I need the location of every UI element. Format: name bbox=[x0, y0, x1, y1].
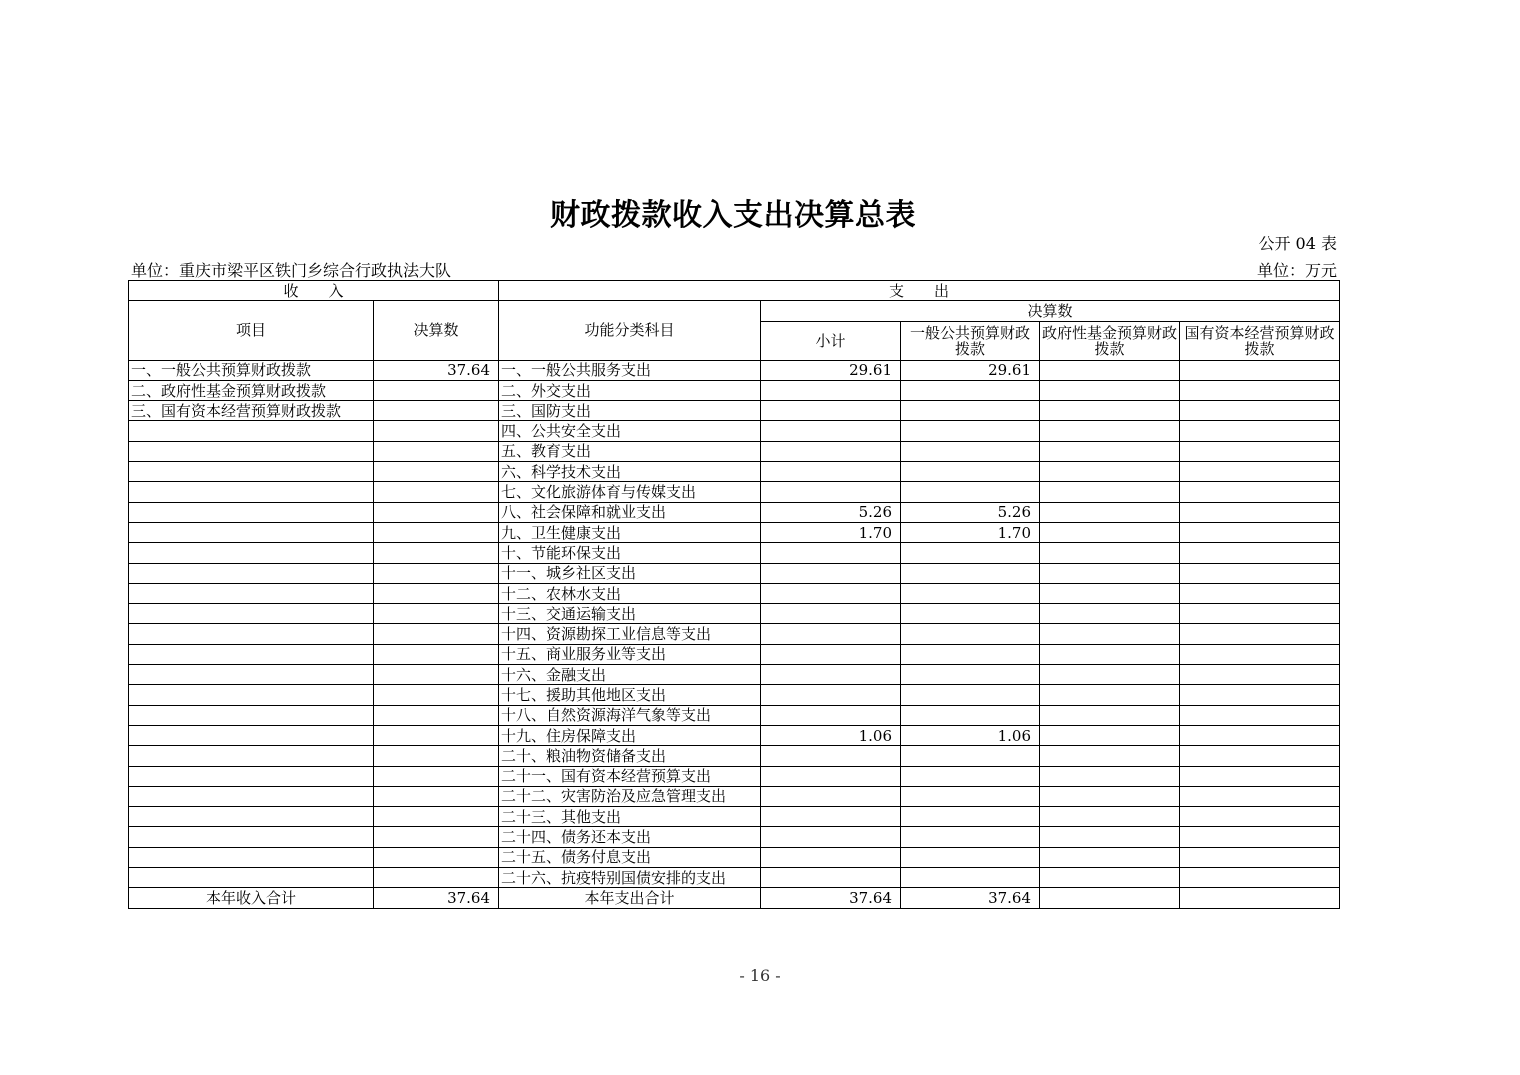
expense-item-cell: 二十五、债务付息支出 bbox=[499, 847, 761, 867]
subtotal-cell bbox=[761, 421, 901, 441]
income-item-cell bbox=[129, 441, 374, 461]
gov-fund-cell bbox=[1040, 380, 1180, 400]
subtotal-cell bbox=[761, 380, 901, 400]
income-item-cell bbox=[129, 644, 374, 664]
general-budget-cell: 1.06 bbox=[901, 725, 1040, 745]
general-budget-cell: 5.26 bbox=[901, 502, 1040, 522]
gov-fund-cell bbox=[1040, 441, 1180, 461]
income-item-cell bbox=[129, 868, 374, 888]
general-budget-cell bbox=[901, 766, 1040, 786]
table-row bbox=[129, 522, 1340, 542]
state-capital-cell bbox=[1180, 563, 1340, 583]
expense-item-cell: 二十一、国有资本经营预算支出 bbox=[499, 766, 761, 786]
state-capital-cell bbox=[1180, 644, 1340, 664]
table-row bbox=[129, 604, 1340, 624]
subtotal-cell: 5.26 bbox=[761, 502, 901, 522]
income-amount-cell bbox=[374, 786, 499, 806]
general-budget-cell bbox=[901, 685, 1040, 705]
income-amount-cell bbox=[374, 380, 499, 400]
expense-item-cell: 十三、交通运输支出 bbox=[499, 604, 761, 624]
income-item-cell bbox=[129, 705, 374, 725]
general-budget-cell: 29.61 bbox=[901, 360, 1040, 380]
table-row bbox=[129, 766, 1340, 786]
expense-item-cell: 三、国防支出 bbox=[499, 401, 761, 421]
total-income-label: 本年收入合计 bbox=[129, 888, 374, 908]
expense-item-cell: 八、社会保障和就业支出 bbox=[499, 502, 761, 522]
gov-fund-cell bbox=[1040, 421, 1180, 441]
gov-fund-cell bbox=[1040, 685, 1180, 705]
table-row bbox=[129, 441, 1340, 461]
subtotal-cell bbox=[761, 543, 901, 563]
general-budget-cell bbox=[901, 604, 1040, 624]
subtotal-cell bbox=[761, 705, 901, 725]
income-amount-cell bbox=[374, 604, 499, 624]
table-row bbox=[129, 482, 1340, 502]
general-budget-cell bbox=[901, 665, 1040, 685]
gov-fund-header: 政府性基金预算财政拨款 bbox=[1040, 321, 1180, 360]
income-item-cell bbox=[129, 766, 374, 786]
income-amount-cell bbox=[374, 522, 499, 542]
table-row bbox=[129, 827, 1340, 847]
general-budget-cell bbox=[901, 441, 1040, 461]
table-row bbox=[129, 786, 1340, 806]
table-row bbox=[129, 685, 1340, 705]
budget-table bbox=[128, 280, 1340, 909]
subtotal-cell bbox=[761, 868, 901, 888]
income-amount-cell bbox=[374, 644, 499, 664]
gov-fund-cell bbox=[1040, 746, 1180, 766]
subtotal-cell bbox=[761, 827, 901, 847]
general-budget-cell bbox=[901, 380, 1040, 400]
subtotal-cell bbox=[761, 401, 901, 421]
expense-item-cell: 二十三、其他支出 bbox=[499, 807, 761, 827]
income-amount-cell bbox=[374, 624, 499, 644]
expense-item-cell: 十九、住房保障支出 bbox=[499, 725, 761, 745]
table-row bbox=[129, 847, 1340, 867]
subtotal-cell: 1.06 bbox=[761, 725, 901, 745]
general-budget-cell bbox=[901, 421, 1040, 441]
general-budget-cell bbox=[901, 746, 1040, 766]
income-amount-cell bbox=[374, 807, 499, 827]
state-capital-cell bbox=[1180, 401, 1340, 421]
income-item-cell bbox=[129, 543, 374, 563]
income-item-cell: 一、一般公共预算财政拨款 bbox=[129, 360, 374, 380]
table-row bbox=[129, 705, 1340, 725]
state-capital-cell bbox=[1180, 705, 1340, 725]
general-budget-cell bbox=[901, 583, 1040, 603]
state-capital-cell bbox=[1180, 847, 1340, 867]
state-capital-cell bbox=[1180, 807, 1340, 827]
subtotal-cell bbox=[761, 685, 901, 705]
general-budget-cell bbox=[901, 462, 1040, 482]
income-item-cell bbox=[129, 665, 374, 685]
table-row bbox=[129, 807, 1340, 827]
subtotal-cell bbox=[761, 563, 901, 583]
gov-fund-cell bbox=[1040, 401, 1180, 421]
income-item-cell: 三、国有资本经营预算财政拨款 bbox=[129, 401, 374, 421]
income-amount-cell bbox=[374, 766, 499, 786]
general-budget-cell bbox=[901, 827, 1040, 847]
state-capital-cell bbox=[1180, 522, 1340, 542]
expense-item-cell: 十、节能环保支出 bbox=[499, 543, 761, 563]
amount-header: 决算数 bbox=[374, 301, 499, 360]
subtotal-cell bbox=[761, 583, 901, 603]
general-budget-cell bbox=[901, 563, 1040, 583]
subtotal-cell bbox=[761, 644, 901, 664]
income-amount-cell bbox=[374, 563, 499, 583]
general-budget-cell bbox=[901, 705, 1040, 725]
table-row bbox=[129, 665, 1340, 685]
final-amount-header: 决算数 bbox=[761, 301, 1340, 321]
table-row bbox=[129, 725, 1340, 745]
general-budget-cell bbox=[901, 807, 1040, 827]
table-row bbox=[129, 644, 1340, 664]
general-budget-cell bbox=[901, 868, 1040, 888]
expense-item-cell: 十二、农林水支出 bbox=[499, 583, 761, 603]
general-budget-cell bbox=[901, 543, 1040, 563]
general-budget-cell bbox=[901, 644, 1040, 664]
expense-item-cell: 十五、商业服务业等支出 bbox=[499, 644, 761, 664]
income-item-cell bbox=[129, 502, 374, 522]
gov-fund-cell bbox=[1040, 583, 1180, 603]
subtotal-cell bbox=[761, 482, 901, 502]
form-code: 公开 04 表 bbox=[1258, 234, 1337, 253]
table-title: 财政拨款收入支出决算总表 bbox=[550, 198, 916, 233]
income-amount-cell bbox=[374, 868, 499, 888]
income-item-cell: 二、政府性基金预算财政拨款 bbox=[129, 380, 374, 400]
expense-item-cell: 七、文化旅游体育与传媒支出 bbox=[499, 482, 761, 502]
expense-item-cell: 二十二、灾害防治及应急管理支出 bbox=[499, 786, 761, 806]
total-fund bbox=[1040, 888, 1180, 908]
total-subtotal: 37.64 bbox=[761, 888, 901, 908]
subtotal-cell bbox=[761, 604, 901, 624]
state-capital-cell bbox=[1180, 746, 1340, 766]
subtotal-cell bbox=[761, 624, 901, 644]
expense-item-cell: 十八、自然资源海洋气象等支出 bbox=[499, 705, 761, 725]
expense-item-cell: 一、一般公共服务支出 bbox=[499, 360, 761, 380]
table-row bbox=[129, 360, 1340, 380]
gov-fund-cell bbox=[1040, 766, 1180, 786]
income-amount-cell: 37.64 bbox=[374, 360, 499, 380]
income-amount-cell bbox=[374, 746, 499, 766]
income-amount-cell bbox=[374, 441, 499, 461]
income-item-cell bbox=[129, 786, 374, 806]
expense-item-cell: 二、外交支出 bbox=[499, 380, 761, 400]
expense-item-cell: 二十六、抗疫特别国债安排的支出 bbox=[499, 868, 761, 888]
subtotal-cell bbox=[761, 665, 901, 685]
income-amount-cell bbox=[374, 827, 499, 847]
gov-fund-cell bbox=[1040, 705, 1180, 725]
item-header: 项目 bbox=[129, 301, 374, 360]
general-budget-cell bbox=[901, 482, 1040, 502]
income-amount-cell bbox=[374, 502, 499, 522]
gov-fund-cell bbox=[1040, 665, 1180, 685]
expense-item-cell: 五、教育支出 bbox=[499, 441, 761, 461]
state-capital-cell bbox=[1180, 665, 1340, 685]
state-capital-cell bbox=[1180, 604, 1340, 624]
expense-header: 支 出 bbox=[499, 281, 1340, 301]
gov-fund-cell bbox=[1040, 604, 1180, 624]
general-budget-cell bbox=[901, 401, 1040, 421]
subtotal-cell bbox=[761, 766, 901, 786]
state-capital-cell bbox=[1180, 624, 1340, 644]
expense-item-cell: 九、卫生健康支出 bbox=[499, 522, 761, 542]
total-income-amount: 37.64 bbox=[374, 888, 499, 908]
income-header: 收 入 bbox=[129, 281, 499, 301]
income-item-cell bbox=[129, 583, 374, 603]
unit-organization: 单位：重庆市梁平区铁门乡综合行政执法大队 bbox=[131, 261, 452, 280]
income-amount-cell bbox=[374, 665, 499, 685]
unit-currency: 单位：万元 bbox=[1256, 261, 1337, 280]
subtotal-cell bbox=[761, 746, 901, 766]
gov-fund-cell bbox=[1040, 786, 1180, 806]
income-amount-cell bbox=[374, 725, 499, 745]
gov-fund-cell bbox=[1040, 868, 1180, 888]
table-body bbox=[129, 360, 1340, 888]
state-capital-cell bbox=[1180, 786, 1340, 806]
table-row bbox=[129, 624, 1340, 644]
subtotal-cell bbox=[761, 807, 901, 827]
expense-item-cell: 二十、粮油物资储备支出 bbox=[499, 746, 761, 766]
state-capital-cell bbox=[1180, 360, 1340, 380]
income-amount-cell bbox=[374, 583, 499, 603]
page-number: - 16 - bbox=[739, 966, 781, 985]
income-item-cell bbox=[129, 746, 374, 766]
state-capital-cell bbox=[1180, 685, 1340, 705]
subtotal-cell bbox=[761, 847, 901, 867]
subtotal-header: 小计 bbox=[761, 321, 901, 360]
gov-fund-cell bbox=[1040, 522, 1180, 542]
subtotal-cell: 29.61 bbox=[761, 360, 901, 380]
state-capital-cell bbox=[1180, 380, 1340, 400]
subtotal-cell bbox=[761, 462, 901, 482]
gov-fund-cell bbox=[1040, 360, 1180, 380]
state-capital-cell bbox=[1180, 725, 1340, 745]
general-budget-cell bbox=[901, 624, 1040, 644]
income-amount-cell bbox=[374, 421, 499, 441]
gov-fund-cell bbox=[1040, 624, 1180, 644]
income-item-cell bbox=[129, 522, 374, 542]
state-capital-cell bbox=[1180, 441, 1340, 461]
table-row bbox=[129, 462, 1340, 482]
income-item-cell bbox=[129, 462, 374, 482]
income-item-cell bbox=[129, 725, 374, 745]
table-row bbox=[129, 868, 1340, 888]
table-row bbox=[129, 380, 1340, 400]
state-capital-cell bbox=[1180, 502, 1340, 522]
gov-fund-cell bbox=[1040, 807, 1180, 827]
state-capital-header: 国有资本经营预算财政拨款 bbox=[1180, 321, 1340, 360]
func-class-header: 功能分类科目 bbox=[499, 301, 761, 360]
gov-fund-cell bbox=[1040, 563, 1180, 583]
table-row bbox=[129, 401, 1340, 421]
table-row bbox=[129, 563, 1340, 583]
income-amount-cell bbox=[374, 462, 499, 482]
total-general: 37.64 bbox=[901, 888, 1040, 908]
table-row bbox=[129, 583, 1340, 603]
table-row bbox=[129, 421, 1340, 441]
income-item-cell bbox=[129, 482, 374, 502]
state-capital-cell bbox=[1180, 462, 1340, 482]
income-item-cell bbox=[129, 563, 374, 583]
income-amount-cell bbox=[374, 847, 499, 867]
subtotal-cell bbox=[761, 786, 901, 806]
total-capital bbox=[1180, 888, 1340, 908]
income-item-cell bbox=[129, 624, 374, 644]
gov-fund-cell bbox=[1040, 482, 1180, 502]
totals-row bbox=[129, 888, 1340, 908]
general-budget-header: 一般公共预算财政拨款 bbox=[901, 321, 1040, 360]
expense-item-cell: 六、科学技术支出 bbox=[499, 462, 761, 482]
income-item-cell bbox=[129, 847, 374, 867]
income-amount-cell bbox=[374, 482, 499, 502]
table-row bbox=[129, 746, 1340, 766]
income-item-cell bbox=[129, 421, 374, 441]
gov-fund-cell bbox=[1040, 827, 1180, 847]
subtotal-cell: 1.70 bbox=[761, 522, 901, 542]
general-budget-cell bbox=[901, 847, 1040, 867]
gov-fund-cell bbox=[1040, 847, 1180, 867]
income-item-cell bbox=[129, 827, 374, 847]
expense-item-cell: 十四、资源勘探工业信息等支出 bbox=[499, 624, 761, 644]
gov-fund-cell bbox=[1040, 462, 1180, 482]
income-amount-cell bbox=[374, 685, 499, 705]
table-row bbox=[129, 543, 1340, 563]
total-expense-label: 本年支出合计 bbox=[499, 888, 761, 908]
general-budget-cell bbox=[901, 786, 1040, 806]
state-capital-cell bbox=[1180, 827, 1340, 847]
expense-item-cell: 四、公共安全支出 bbox=[499, 421, 761, 441]
state-capital-cell bbox=[1180, 543, 1340, 563]
state-capital-cell bbox=[1180, 583, 1340, 603]
state-capital-cell bbox=[1180, 766, 1340, 786]
state-capital-cell bbox=[1180, 421, 1340, 441]
gov-fund-cell bbox=[1040, 543, 1180, 563]
gov-fund-cell bbox=[1040, 502, 1180, 522]
income-item-cell bbox=[129, 604, 374, 624]
expense-item-cell: 十六、金融支出 bbox=[499, 665, 761, 685]
income-amount-cell bbox=[374, 705, 499, 725]
state-capital-cell bbox=[1180, 868, 1340, 888]
table-row bbox=[129, 502, 1340, 522]
income-item-cell bbox=[129, 685, 374, 705]
expense-item-cell: 十一、城乡社区支出 bbox=[499, 563, 761, 583]
general-budget-cell: 1.70 bbox=[901, 522, 1040, 542]
expense-item-cell: 二十四、债务还本支出 bbox=[499, 827, 761, 847]
income-amount-cell bbox=[374, 543, 499, 563]
subtotal-cell bbox=[761, 441, 901, 461]
expense-item-cell: 十七、援助其他地区支出 bbox=[499, 685, 761, 705]
gov-fund-cell bbox=[1040, 644, 1180, 664]
gov-fund-cell bbox=[1040, 725, 1180, 745]
income-item-cell bbox=[129, 807, 374, 827]
state-capital-cell bbox=[1180, 482, 1340, 502]
income-amount-cell bbox=[374, 401, 499, 421]
